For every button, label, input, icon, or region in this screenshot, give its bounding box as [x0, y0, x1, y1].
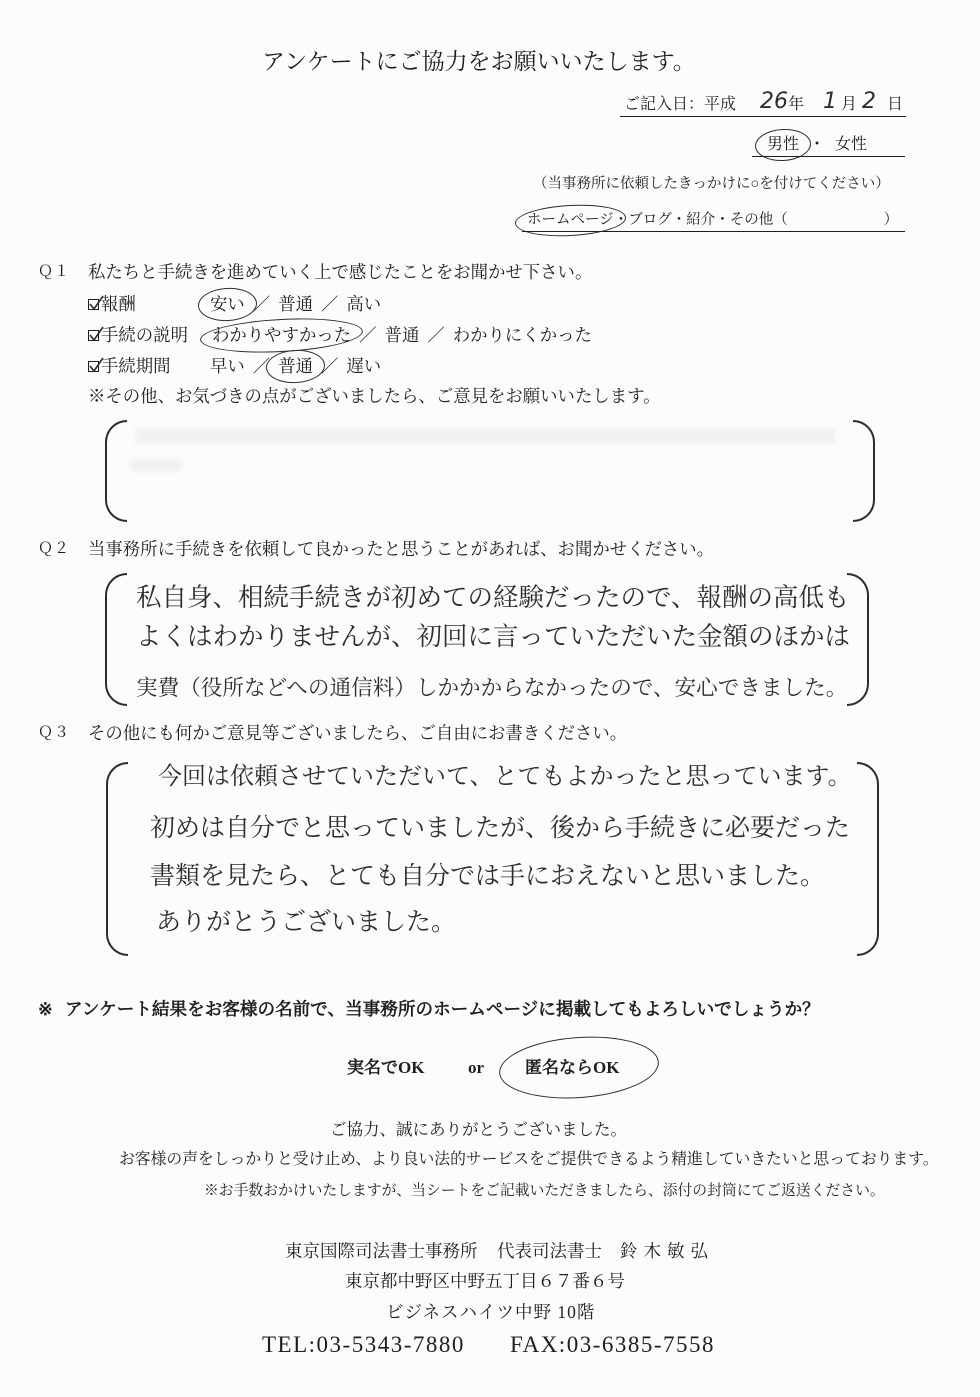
office-tel: TEL:03-5343-7880	[262, 1332, 465, 1357]
q3-question: その他にも何かご意見等ございましたら、ご自由にお書きください。	[88, 723, 628, 743]
closing-thanks: ご協力、誠にありがとうございました。	[330, 1120, 627, 1139]
publish-consent-question: アンケート結果をお客様の名前で、当事務所のホームページに掲載してもよろしいでしょうか？	[65, 999, 820, 1019]
q1-option: 早い	[210, 356, 245, 376]
publish-option-connector: or	[468, 1058, 485, 1077]
referral-other: その他	[729, 212, 774, 228]
q3-answer-line: 初めは自分でと思っていましたが、後から手続きに必要だった	[150, 813, 851, 842]
entry-date-month-unit: 月	[841, 96, 858, 113]
q1-row-fee-label	[88, 296, 136, 313]
entry-date-day-unit: 日	[887, 96, 904, 113]
closing-return-note: ※お手数おかけいたしますが、当シートをご記載いただきましたら、添付の封筒にてご返送ください。	[204, 1183, 885, 1199]
q1-option: 高い	[346, 294, 382, 314]
publish-option-real-name-label: 実名でOK	[347, 1058, 425, 1077]
q3-answer-box-left	[106, 762, 128, 956]
page-title: アンケートにご協力をお願いいたします。	[262, 49, 696, 74]
q1-comment-prompt: ※その他、お気づきの点がございましたら、ご意見をお願いいたします。	[88, 386, 661, 406]
option-separator: ／	[321, 294, 339, 314]
q1-row-period-options	[210, 358, 381, 375]
q2-question: 当事務所に手続きを依頼して良かったと思うことがあれば、お聞かせください。	[88, 539, 715, 559]
option-separator: ／	[321, 356, 339, 376]
gender-underline	[752, 156, 905, 157]
q1-question: 私たちと手続きを進めていく上で感じたことをお聞かせ下さい。	[88, 262, 593, 282]
q1-comment-box-left	[105, 420, 127, 522]
publish-consent-mark: ※	[38, 999, 53, 1019]
q1-option: 普通	[278, 294, 313, 314]
representative-name: 鈴木敏弘	[620, 1241, 714, 1261]
entry-date-year-unit: 年	[788, 96, 805, 113]
q1-option: 普通	[278, 356, 313, 376]
q2-number: Ｑ２	[38, 541, 71, 557]
referral-other-open-paren: （	[773, 212, 788, 228]
office-address: 東京都中野区中野五丁目６７番６号	[345, 1271, 625, 1291]
closing-commitment: お客様の声をしっかりと受け止め、より良い法的サービスをご提供できるよう精進していきたいと思っております。	[119, 1151, 939, 1168]
referral-underline	[522, 231, 905, 232]
gender-options	[767, 137, 867, 153]
q1-option: 安い	[210, 294, 245, 314]
publish-option-anonymous	[525, 1059, 619, 1076]
office-building: ビジネスハイツ中野 10階	[386, 1302, 596, 1322]
q1-option: 普通	[384, 325, 420, 345]
option-separator: ／	[427, 325, 445, 345]
referral-separator: ・	[613, 212, 629, 228]
entry-date-underline	[620, 116, 906, 117]
q3-number: Ｑ３	[38, 725, 71, 741]
publish-option-anonymous-label: 匿名ならOK	[525, 1058, 620, 1077]
q1-option: 遅い	[346, 356, 382, 376]
option-separator: ／	[252, 294, 271, 314]
q1-row-explanation-options	[212, 327, 592, 344]
referral-instruction: （当事務所に依頼したきっかけに○を付けてください）	[533, 176, 890, 192]
q1-row-explanation-label	[88, 327, 188, 344]
q3-answer-line: 書類を見たら、とても自分では手におえないと思いました。	[150, 861, 826, 890]
bleed-through-mark	[135, 428, 835, 444]
entry-date-year: 26	[760, 89, 788, 114]
checkbox-icon	[88, 330, 99, 341]
entry-date-month: 1	[823, 89, 837, 114]
q3-answer-line: ありがとうございました。	[156, 907, 457, 936]
publish-option-real-name	[347, 1059, 424, 1076]
gender-female: 女性	[835, 136, 868, 153]
q3-answer-line: 今回は依頼させていただいて、とてもよかったと思っています。	[158, 762, 852, 790]
q1-row-period-label	[88, 358, 171, 375]
office-name: 東京国際司法書士事務所	[285, 1241, 478, 1261]
entry-date-day: 2	[862, 89, 876, 114]
referral-blog: ブログ	[628, 212, 672, 228]
option-separator: ／	[252, 356, 271, 376]
q1-comment-box-right	[853, 420, 875, 522]
representative-title: 代表司法書士	[497, 1241, 602, 1261]
referral-homepage: ホームページ	[527, 212, 614, 228]
referral-options	[527, 213, 898, 228]
q1-option: わかりやすかった	[212, 325, 352, 345]
q3-answer-box-right	[857, 762, 879, 956]
bleed-through-mark	[130, 458, 182, 472]
referral-other-close-paren: ）	[883, 212, 899, 228]
q1-row-fee-options	[210, 296, 381, 313]
q1-row-label: 手続の説明	[101, 325, 188, 345]
q2-answer-line: よくはわかりませんが、初回に言っていただいた金額のほかは	[136, 622, 851, 652]
q1-number: Ｑ１	[38, 264, 71, 280]
referral-separator: ・	[715, 212, 730, 228]
gender-separator: ・	[809, 136, 826, 153]
office-fax: FAX:03-6385-7558	[510, 1332, 716, 1357]
checkbox-icon	[88, 299, 99, 310]
q1-row-label: 報酬	[101, 294, 136, 314]
q2-answer-line: 私自身、相続手続きが初めての経験だったので、報酬の高低も	[136, 583, 850, 613]
q1-row-label: 手続期間	[101, 356, 171, 376]
entry-date-label: ご記入日：平成	[624, 96, 737, 113]
q2-answer-line: 実費（役所などへの通信料）しかかからなかったので、安心できました。	[136, 676, 848, 701]
gender-male: 男性	[767, 136, 800, 153]
q2-answer-box-right	[847, 573, 869, 706]
referral-introduction: 紹介	[686, 212, 716, 228]
referral-separator: ・	[671, 212, 687, 228]
q2-answer-box-left	[105, 573, 127, 706]
q1-option: わかりにくかった	[452, 325, 592, 345]
option-separator: ／	[359, 325, 377, 345]
checkbox-icon	[88, 361, 99, 372]
